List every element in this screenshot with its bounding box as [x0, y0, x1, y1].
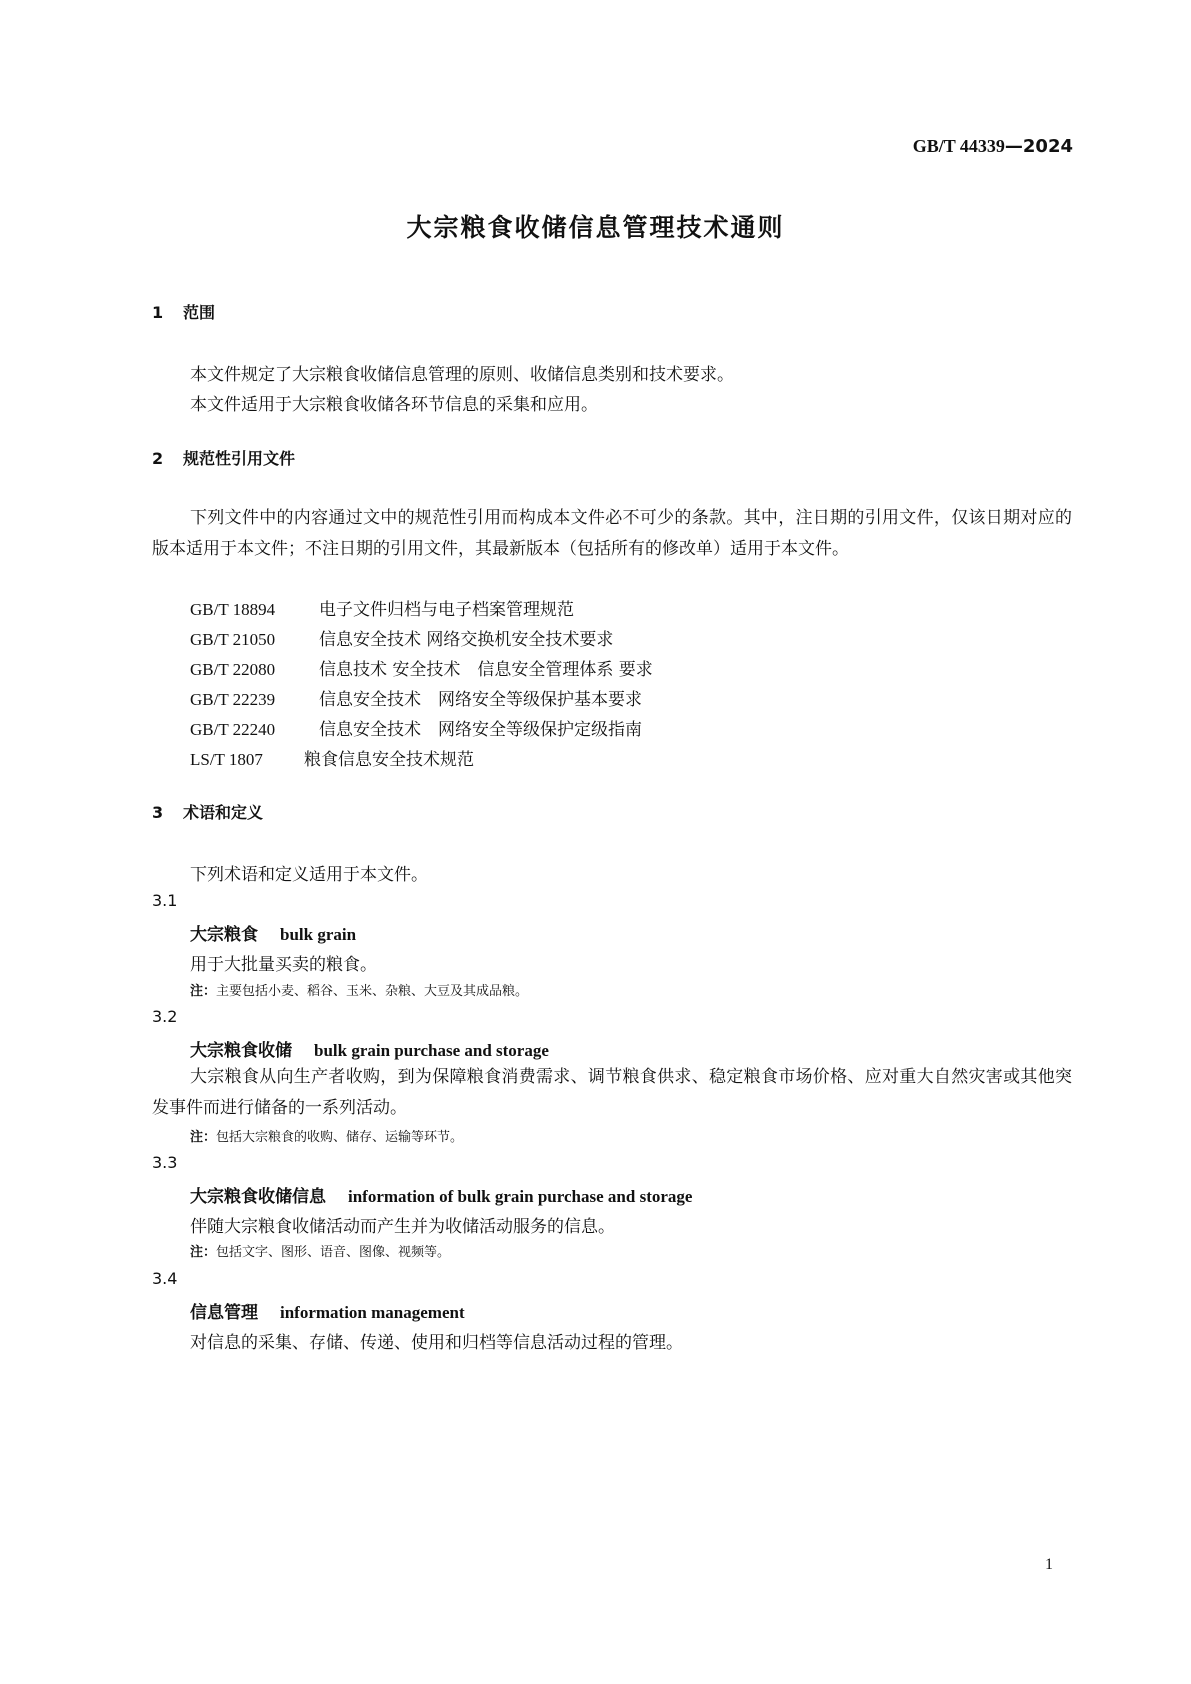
reference-title: 粮食信息安全技术规范: [304, 750, 474, 770]
term-en: information management: [280, 1303, 465, 1322]
reference-title: 信息安全技术 网络交换机安全技术要求: [319, 630, 614, 650]
reference-code: GB/T 22080: [190, 660, 276, 679]
term-definition: 大宗粮食从向生产者收购，到为保障粮食消费需求、调节粮食供求、稳定粮食市场价格、应对重大自然灾害或其他突发事件而进行储备的一系列活动。: [152, 1067, 1072, 1118]
paragraph: 本文件适用于大宗粮食收储各环节信息的采集和应用。: [190, 395, 598, 415]
section-2-intro: 下列文件中的内容通过文中的规范性引用而构成本文件必不可少的条款。其中，注日期的引用文件，仅该日期对应的版本适用于本文件；不注日期的引用文件，其最新版本（包括所有的修改单）适用于本文件。: [152, 508, 1072, 559]
reference-code: GB/T 21050: [190, 630, 276, 649]
section-3-intro: 下列术语和定义适用于本文件。: [190, 865, 428, 885]
section-number: 1: [152, 303, 164, 322]
term-number: 3.4: [152, 1269, 178, 1288]
term-en: bulk grain: [280, 925, 357, 944]
term-note: [190, 1241, 450, 1260]
note-label: 注：: [190, 1245, 217, 1260]
reference-code: GB/T 18894: [190, 600, 276, 619]
term-heading: [190, 1298, 465, 1323]
section-number: 3: [152, 803, 164, 822]
term-heading: [190, 920, 356, 945]
reference-title: 信息技术 安全技术 信息安全管理体系 要求: [319, 660, 653, 680]
term-number: 3.2: [152, 1007, 178, 1026]
standard-number: [913, 136, 1073, 157]
reference-title: 电子文件归档与电子档案管理规范: [319, 600, 574, 620]
term-zh: 大宗粮食收储信息: [190, 1187, 326, 1207]
reference-code: GB/T 22239: [190, 690, 276, 709]
reference-item: [190, 595, 574, 620]
page-number: 1: [1045, 1556, 1053, 1573]
section-title: 术语和定义: [183, 803, 264, 822]
term-note: [190, 980, 528, 999]
document-title: 大宗粮食收储信息管理技术通则: [406, 213, 785, 242]
term-zh: 大宗粮食收储: [190, 1041, 292, 1061]
term-zh: 信息管理: [190, 1303, 258, 1323]
reference-item: [190, 625, 613, 650]
section-2-heading: [152, 446, 295, 469]
term-number: 3.3: [152, 1153, 178, 1172]
reference-title: 信息安全技术 网络安全等级保护定级指南: [319, 720, 642, 740]
term-en: information of bulk grain purchase and storage: [348, 1187, 693, 1206]
term-heading: [190, 1182, 692, 1207]
reference-code: LS/T 1807: [190, 750, 263, 769]
reference-item: [190, 745, 474, 770]
note-label: 注：: [190, 1130, 217, 1145]
section-3-heading: [152, 800, 263, 823]
section-1-heading: [152, 300, 215, 323]
term-number: 3.1: [152, 891, 178, 910]
paragraph: 本文件规定了大宗粮食收储信息管理的原则、收储信息类别和技术要求。: [190, 365, 734, 385]
section-number: 2: [152, 449, 164, 468]
reference-code: GB/T 22240: [190, 720, 276, 739]
reference-item: [190, 655, 653, 680]
standard-code: GB/T 44339: [912, 136, 1005, 156]
section-title: 范围: [183, 303, 216, 322]
term-zh: 大宗粮食: [190, 925, 258, 945]
note-text: 主要包括小麦、稻谷、玉米、杂粮、大豆及其成品粮。: [216, 984, 529, 999]
standard-year: —2024: [1004, 136, 1073, 157]
section-title: 规范性引用文件: [183, 449, 296, 468]
reference-item: [190, 685, 642, 710]
note-text: 包括文字、图形、语音、图像、视频等。: [216, 1245, 451, 1260]
reference-item: [190, 715, 642, 740]
term-en: bulk grain purchase and storage: [314, 1041, 549, 1060]
note-label: 注：: [190, 984, 217, 999]
term-note: [190, 1126, 463, 1145]
term-definition: 伴随大宗粮食收储活动而产生并为收储活动服务的信息。: [190, 1217, 615, 1237]
term-heading: [190, 1036, 549, 1061]
term-definition: 对信息的采集、存储、传递、使用和归档等信息活动过程的管理。: [190, 1333, 683, 1353]
term-definition: 用于大批量买卖的粮食。: [190, 955, 377, 975]
note-text: 包括大宗粮食的收购、储存、运输等环节。: [216, 1130, 464, 1145]
reference-title: 信息安全技术 网络安全等级保护基本要求: [319, 690, 642, 710]
